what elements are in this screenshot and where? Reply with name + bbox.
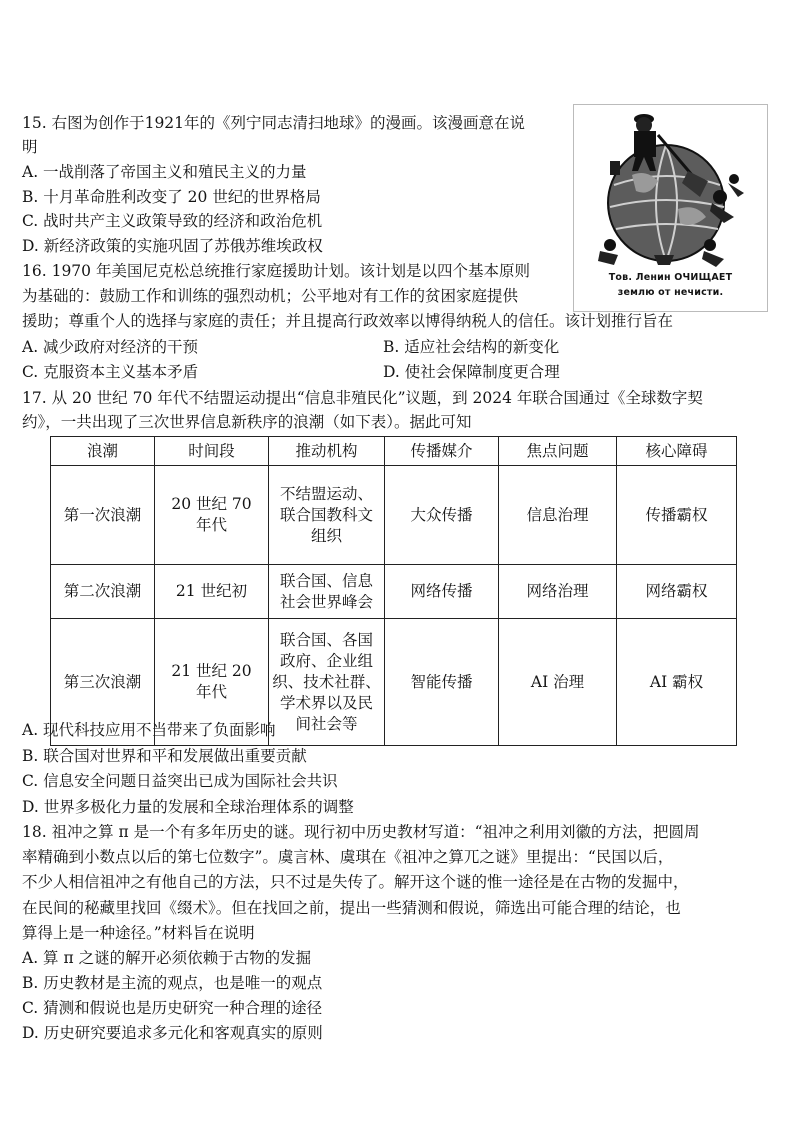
table-cell-wave: 第二次浪潮 [51,565,155,619]
q18-stem-line-1: 18. 祖冲之算 π 是一个有多年历史的谜。现行初中历史教材写道：“祖冲之利用刘徽的方法，把圆周 [22,823,700,841]
table-cell-focus: AI 治理 [499,619,617,746]
table-cell-focus: 网络治理 [499,565,617,619]
table-cell-media: 大众传播 [385,466,499,565]
table-cell-obstacle: 传播霸权 [617,466,737,565]
table-header-cell: 焦点问题 [499,437,617,466]
q18-stem-line-3: 不少人相信祖冲之有他自己的方法，只不过是失传了。解开这个谜的惟一途径是在古物的发掘中， [22,873,689,891]
table-cell-period [155,466,269,565]
organization-line: 不结盟运动、 [279,484,373,503]
cartoon-caption-line-1: Тов. Ленин ОЧИЩАЕТ [608,272,733,283]
q15-stem-line-2: 明 [22,138,38,156]
table-header-cell: 核心障碍 [617,437,737,466]
q17-stem-line-1: 17. 从 20 世纪 70 年代不结盟运动提出“信息非殖民化”议题，到 2024 年联合国通过《全球数字契 [22,389,703,407]
q15-option-b: B. 十月革命胜利改变了 20 世纪的世界格局 [22,188,321,206]
q15-option-a: A. 一战削落了帝国主义和殖民主义的力量 [22,163,307,181]
table-row [51,466,737,565]
table-header-row [51,437,737,466]
q15-option-c: C. 战时共产主义政策导致的经济和政治危机 [22,212,323,230]
q16-option-c: C. 克服资本主义基本矛盾 [22,363,199,381]
table-cell-organizations [269,619,385,746]
organization-line: 联合国、各国 [279,630,373,649]
table-cell-wave: 第一次浪潮 [51,466,155,565]
organization-line: 政府、企业组 [279,651,373,670]
q16-stem-line-3: 援助；尊重个人的选择与家庭的责任；并且提高行政效率以博得纳税人的信任。该计划推行旨在 [22,312,674,330]
lenin-cartoon-image [573,104,768,312]
period-line: 年代 [195,683,227,701]
q17-option-a: A. 现代科技应用不当带来了负面影响 [22,721,276,739]
q16-stem-line-1: 16. 1970 年美国尼克松总统推行家庭援助计划。该计划是以四个基本原则 [22,262,530,280]
q18-option-b: B. 历史教材是主流的观点，也是唯一的观点 [22,974,323,992]
table-cell-focus: 信息治理 [499,466,617,565]
table-header-cell: 传播媒介 [385,437,499,466]
table-header-cell: 浪潮 [51,437,155,466]
table-cell-media: 网络传播 [385,565,499,619]
q18-stem-line-2: 率精确到小数点以后的第七位数字”。虞言林、虞琪在《祖冲之算兀之谜》里提出：“民国以后， [22,848,674,866]
table-cell-period: 21 世纪初 [155,565,269,619]
organization-line: 联合国教科文 [279,505,373,524]
q15-option-d: D. 新经济政策的实施巩固了苏俄苏维埃政权 [22,237,323,255]
table-cell-organizations [269,565,385,619]
table-cell-media: 智能传播 [385,619,499,746]
organization-line: 学术界以及民 [279,693,373,712]
period-line: 21 世纪 20 [171,662,252,680]
table-cell-obstacle: AI 霸权 [617,619,737,746]
q18-stem-line-5: 算得上是一种途径。”材料旨在说明 [22,924,255,942]
organization-line: 社会世界峰会 [279,592,373,611]
q17-option-b: B. 联合国对世界和平和发展做出重要贡献 [22,747,307,765]
table-row [51,565,737,619]
organization-line: 组织 [310,526,342,545]
table-cell-wave: 第三次浪潮 [51,619,155,746]
period-line: 20 世纪 70 [171,495,252,513]
q18-stem-line-4: 在民间的秘藏里找回《缀术》。但在找回之前，提出一些猜测和假说，筛选出可能合理的结论，也 [22,899,681,917]
table-cell-organizations [269,466,385,565]
organization-line: 联合国、信息 [279,571,373,590]
q17-option-d: D. 世界多极化力量的发展和全球治理体系的调整 [22,798,354,816]
q15-stem-line-1: 15. 右图为创作于1921年的《列宁同志清扫地球》的漫画。该漫画意在说 [22,114,526,132]
table-cell-obstacle: 网络霸权 [617,565,737,619]
q17-stem-line-2: 约》，一共出现了三次世界信息新秩序的浪潮（如下表）。据此可知 [22,413,472,431]
q16-option-a: A. 减少政府对经济的干预 [22,338,199,356]
period-line: 年代 [195,516,227,534]
q16-option-b: B. 适应社会结构的新变化 [383,338,560,356]
table-header-cell: 推动机构 [269,437,385,466]
q18-option-c: C. 猜测和假说也是历史研究一种合理的途径 [22,999,323,1017]
organization-line: 织、技术社群、 [272,672,381,691]
information-order-table [50,436,737,746]
q17-option-c: C. 信息安全问题日益突出已成为国际社会共识 [22,772,338,790]
q16-stem-line-2: 为基础的：鼓励工作和训练的强烈动机；公平地对有工作的贫困家庭提供 [22,287,519,305]
q18-option-d: D. 历史研究要追求多元化和客观真实的原则 [22,1024,323,1042]
cartoon-caption-line-2: землю от нечисти. [617,287,724,298]
table-header-cell: 时间段 [155,437,269,466]
organization-line: 间社会等 [295,714,358,733]
q16-option-d: D. 使社会保障制度更合理 [383,363,560,381]
q18-option-a: A. 算 π 之谜的解开必须依赖于古物的发掘 [22,949,312,967]
